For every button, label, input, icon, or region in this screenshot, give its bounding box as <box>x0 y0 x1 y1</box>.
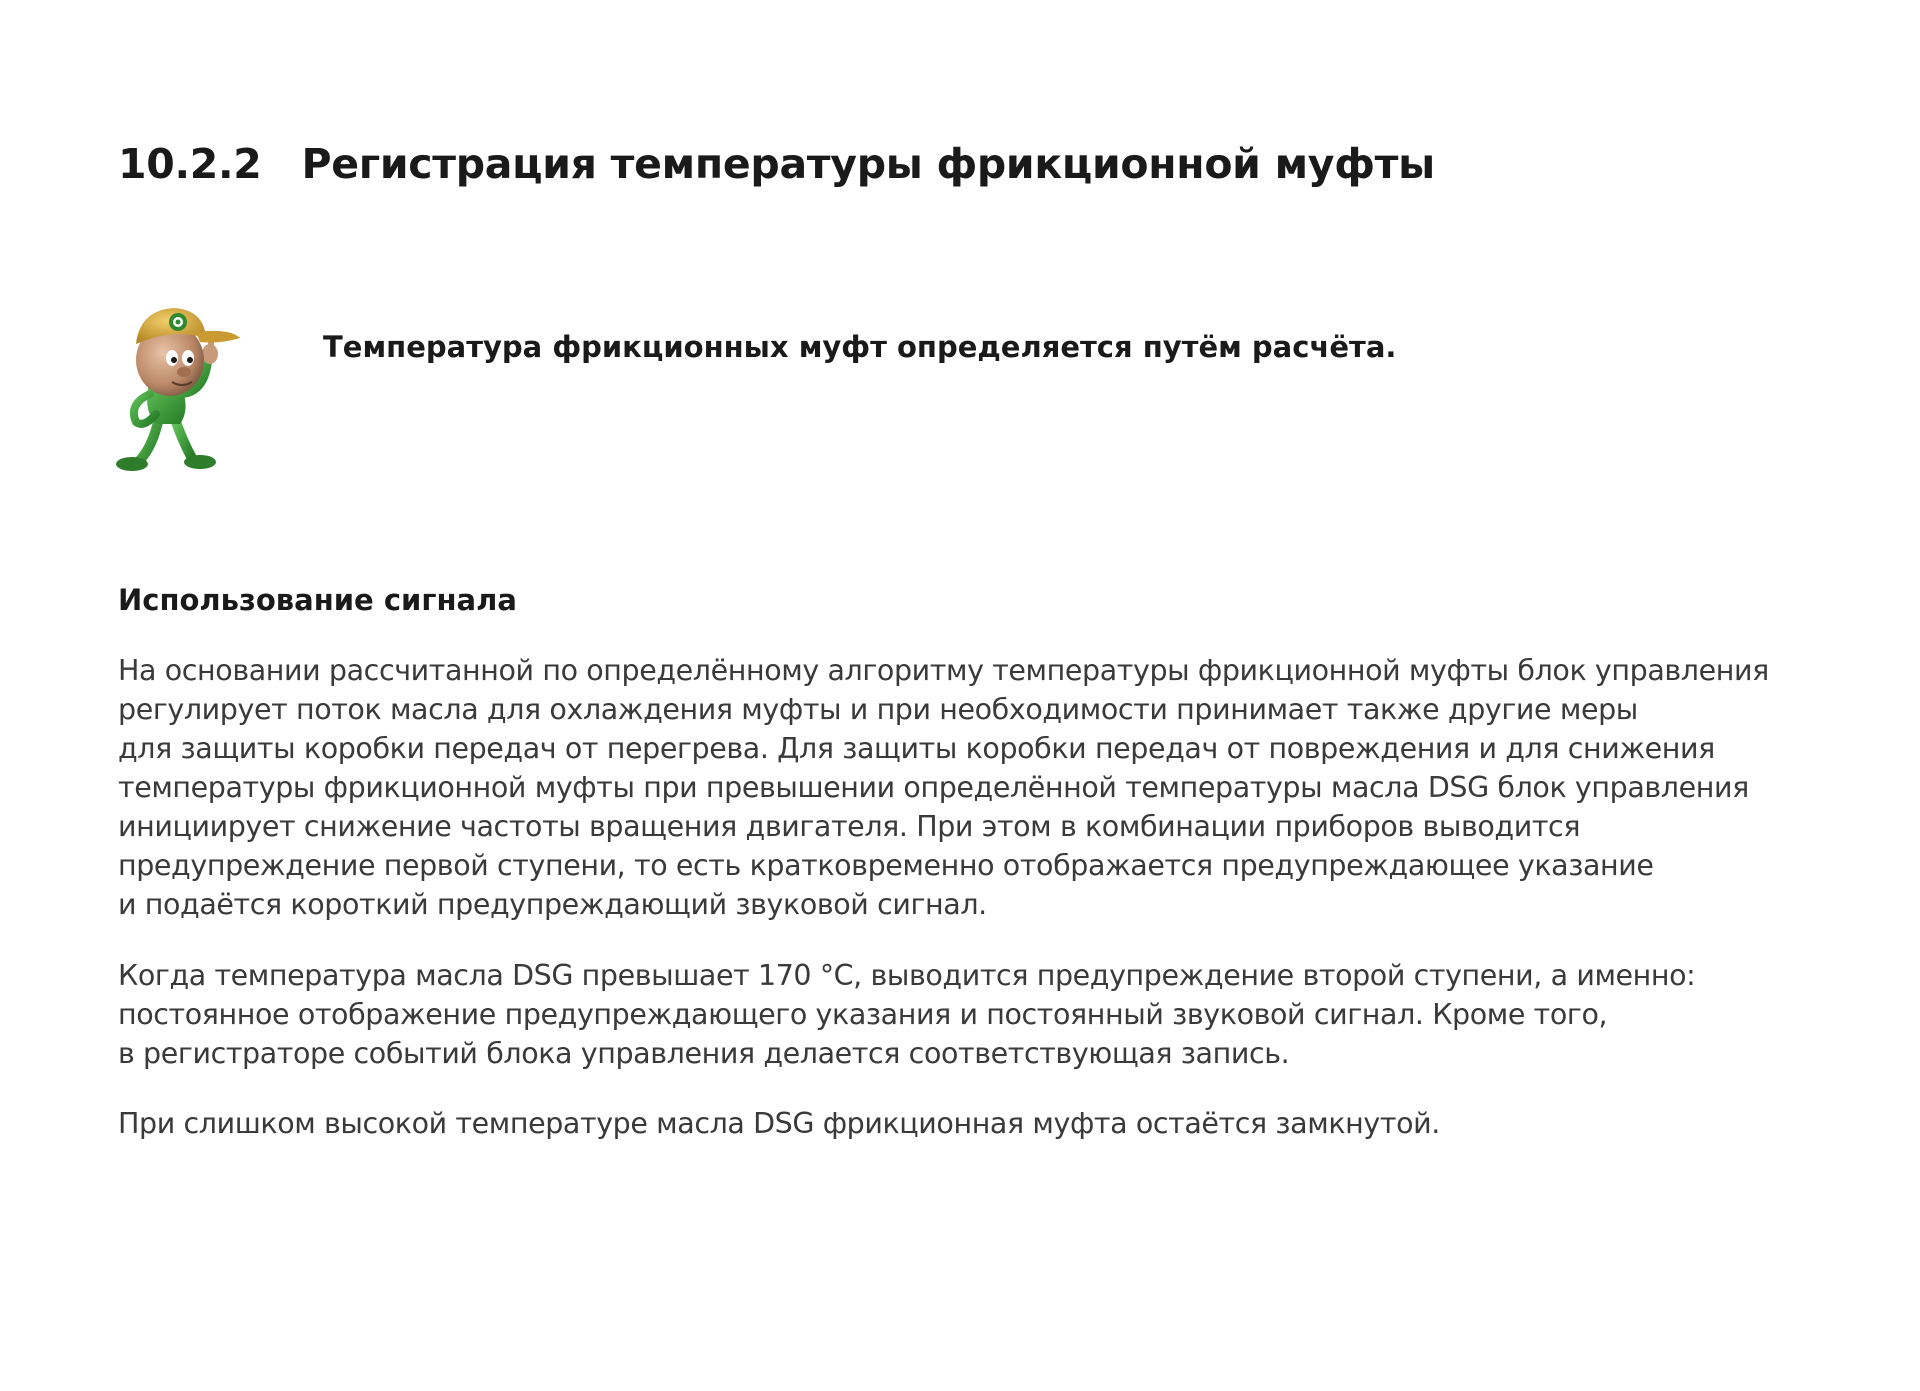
paragraph-line: При слишком высокой температуре масла DSG фрикционная муфта остаётся замкнутой. <box>118 1107 1440 1140</box>
paragraph <box>118 1104 1818 1143</box>
paragraph-line: На основании рассчитанной по определённому алгоритму температуры фрикционной муфты блок управления <box>118 654 1769 687</box>
note-text: Температура фрикционных муфт определяется путём расчёта. <box>323 330 1397 364</box>
paragraph-line: Когда температура масла DSG превышает 170 °C, выводится предупреждение второй ступени, а именно: <box>118 959 1696 992</box>
paragraph-line: для защиты коробки передач от перегрева. Для защиты коробки передач от повреждения и для снижения <box>118 732 1715 765</box>
subheading: Использование сигнала <box>118 583 517 617</box>
paragraph-line: предупреждение первой ступени, то есть кратковременно отображается предупреждающее указание <box>118 849 1654 882</box>
paragraph-line: и подаётся короткий предупреждающий звуковой сигнал. <box>118 888 987 921</box>
section-title: Регистрация температуры фрикционной муфты <box>301 140 1435 188</box>
section-heading <box>118 136 1435 192</box>
paragraph-line: постоянное отображение предупреждающего указания и постоянный звуковой сигнал. Кроме того, <box>118 998 1608 1031</box>
paragraph-line: регулирует поток масла для охлаждения муфты и при необходимости принимает также другие меры <box>118 693 1638 726</box>
skoda-mascot-icon <box>100 282 270 482</box>
section-number: 10.2.2 <box>118 140 262 188</box>
paragraph-line: в регистраторе событий блока управления делается соответствующая запись. <box>118 1037 1290 1070</box>
paragraph <box>118 651 1818 924</box>
paragraph-line: инициирует снижение частоты вращения двигателя. При этом в комбинации приборов выводится <box>118 810 1581 843</box>
paragraph <box>118 956 1818 1073</box>
paragraph-line: температуры фрикционной муфты при превышении определённой температуры масла DSG блок управления <box>118 771 1749 804</box>
